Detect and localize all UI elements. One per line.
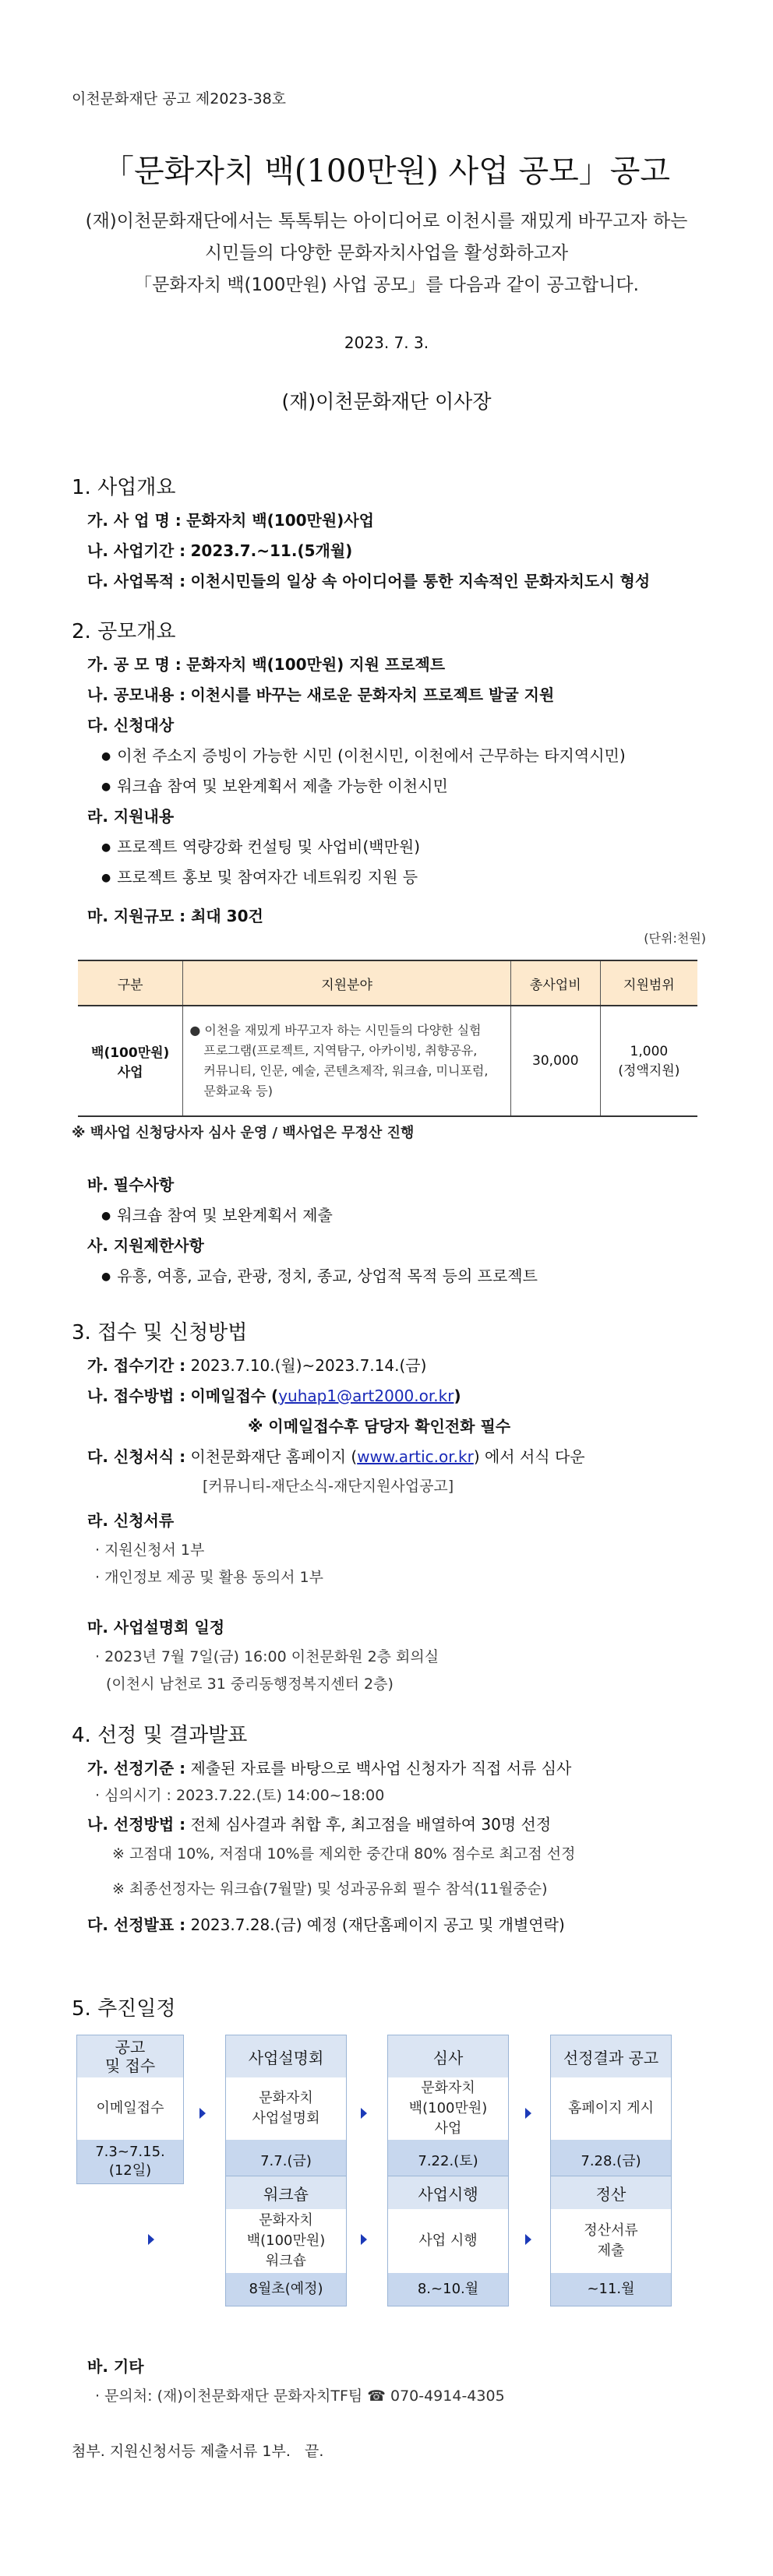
step-date: 7.3~7.15. (12일) xyxy=(77,2140,183,2183)
s1-item-period-value: 2023.7.~11.(5개월) xyxy=(190,541,353,560)
step-head: 공고 및 접수 xyxy=(77,2035,183,2077)
s3-briefing-label-text: 마. 사업설명회 일정 xyxy=(87,1618,225,1637)
table-cell-budget: 30,000 xyxy=(510,1006,600,1116)
flow-arrow-icon xyxy=(199,2108,206,2119)
s3-method-label: 나. 접수방법 : xyxy=(87,1387,186,1405)
s4-criteria-value: 제출된 자료를 바탕으로 백사업 신청자가 직접 서류 심사 xyxy=(190,1759,572,1778)
step-head: 워크숍 xyxy=(226,2176,346,2209)
category-line: 사업 xyxy=(117,1065,143,1080)
section-3-title: 3. 접수 및 신청방법 xyxy=(72,1321,248,1344)
s3-doc-item: · 개인정보 제공 및 활용 동의서 1부 xyxy=(95,1569,323,1586)
step-date: 8월초(예정) xyxy=(226,2273,346,2306)
s4-note: ※ 고점대 10%, 저점대 10%를 제외한 중간대 80% 점수로 최고점 선정 xyxy=(112,1845,576,1862)
step-date: 7.22.(토) xyxy=(388,2140,508,2183)
s2-required-item: ● 워크숍 참여 및 보완계획서 제출 xyxy=(101,1203,333,1225)
s2-restrict-item: ● 유흥, 여흥, 교습, 관광, 정치, 종교, 상업적 목적 등의 프로젝트 xyxy=(101,1263,538,1286)
table-header-budget: 총사업비 xyxy=(510,960,600,1006)
schedule-step-result xyxy=(550,2035,672,2184)
s5-etc-label-text: 바. 기타 xyxy=(87,2357,144,2376)
category-line: 백(100만원) xyxy=(91,1045,170,1061)
s2-content xyxy=(87,682,554,705)
s4-announce xyxy=(87,1912,565,1935)
field-line: 문화교육 등) xyxy=(203,1084,273,1098)
table-cell-range xyxy=(600,1006,697,1116)
s3-docs-label-text: 라. 신청서류 xyxy=(87,1511,175,1530)
section-2-title: 2. 공모개요 xyxy=(72,620,176,643)
range-line: 1,000 xyxy=(630,1043,669,1059)
schedule-step-briefing xyxy=(225,2035,347,2184)
contact-info: · 문의처: (재)이천문화재단 문화자치TF팀 ☎ 070-4914-4305 xyxy=(95,2387,505,2405)
s3-method-note-text: ※ 이메일접수후 담당자 확인전화 필수 xyxy=(248,1417,511,1436)
page-title: 「문화자치 백(100만원) 사업 공모」공고 xyxy=(102,153,671,189)
s1-item-name xyxy=(87,508,374,530)
s4-method-label: 나. 선정방법 : xyxy=(87,1815,186,1834)
s4-note: ※ 최종선정자는 워크숍(7월말) 및 성과공유회 필수 참석(11월중순) xyxy=(112,1880,548,1898)
schedule-step-notice xyxy=(76,2035,184,2184)
table-header-range: 지원범위 xyxy=(600,960,697,1006)
section-4-title: 4. 선정 및 결과발표 xyxy=(72,1724,248,1747)
step-body: 문화자치 사업설명회 xyxy=(252,2090,320,2127)
table-row xyxy=(78,1006,697,1116)
s3-form-pre: 이천문화재단 홈페이지 ( xyxy=(190,1447,358,1466)
announcement-number: 이천문화재단 공고 제2023-38호 xyxy=(72,90,287,107)
section-1-title: 1. 사업개요 xyxy=(72,476,176,499)
attachment-note: 첨부. 지원신청서등 제출서류 1부. 끝. xyxy=(72,2443,324,2460)
flow-arrow-icon xyxy=(361,2234,367,2245)
s2-scale xyxy=(87,904,263,926)
s2-support-item: ● 프로젝트 역량강화 컨설팅 및 사업비(백만원) xyxy=(101,834,420,857)
s4-criteria xyxy=(87,1756,571,1778)
s3-form-path: [커뮤니티-재단소식-재단지원사업공고] xyxy=(203,1478,454,1495)
homepage-link[interactable]: www.artic.or.kr xyxy=(357,1447,474,1466)
intro-line-3: 「문화자치 백(100만원) 사업 공모」를 다음과 같이 공고합니다. xyxy=(134,275,639,295)
step-body: 문화자치 백(100만원) 사업 xyxy=(408,2080,488,2137)
step-body: 정산서류 제출 xyxy=(584,2222,638,2259)
s4-method-value: 전체 심사결과 취합 후, 최고점을 배열하여 30명 선정 xyxy=(190,1815,552,1834)
table-cell-category xyxy=(78,1006,183,1116)
s2-restrict-label-text: 사. 지원제한사항 xyxy=(87,1236,204,1255)
s3-form xyxy=(87,1444,585,1467)
s1-item-name-value: 문화자치 백(100만원)사업 xyxy=(186,511,374,530)
field-line: ● 이천을 재밌게 바꾸고자 하는 시민들의 다양한 실험 xyxy=(189,1023,482,1038)
flow-arrow-icon xyxy=(525,2234,531,2245)
step-head: 정산 xyxy=(551,2176,671,2209)
s3-method-post: ) xyxy=(454,1387,461,1405)
s3-period-value: 2023.7.10.(월)~2023.7.14.(금) xyxy=(190,1356,427,1375)
s2-content-value: 이천시를 바꾸는 새로운 문화자치 프로젝트 발굴 지원 xyxy=(190,685,555,704)
issuer: (재)이천문화재단 이사장 xyxy=(281,390,492,413)
s2-restrict-label xyxy=(87,1233,204,1256)
table-unit: (단위:천원) xyxy=(644,931,706,946)
schedule-step-execution xyxy=(387,2176,509,2306)
s1-item-purpose xyxy=(87,569,650,591)
s2-target-item: ● 워크숍 참여 및 보완계획서 제출 가능한 이천시민 xyxy=(101,774,448,796)
step-date: 7.7.(금) xyxy=(226,2140,346,2183)
intro-line-1: (재)이천문화재단에서는 톡톡튀는 아이디어로 이천시를 재밌게 바꾸고자 하는 xyxy=(85,211,688,231)
s4-criteria-label: 가. 선정기준 : xyxy=(87,1759,186,1778)
s2-content-label: 나. 공모내용 : xyxy=(87,685,186,704)
s4-method xyxy=(87,1812,551,1834)
s3-method xyxy=(87,1383,461,1406)
s3-form-label: 다. 신청서식 : xyxy=(87,1447,186,1466)
flow-arrow-icon xyxy=(361,2108,367,2119)
table-cell-field xyxy=(183,1006,510,1116)
email-link[interactable]: yuhap1@art2000.or.kr xyxy=(278,1387,454,1405)
s3-period xyxy=(87,1353,426,1376)
step-date: ~11.월 xyxy=(551,2273,671,2306)
s1-item-period-label: 나. 사업기간 : xyxy=(87,541,186,560)
s5-etc-label xyxy=(87,2354,144,2377)
table-header-category: 구분 xyxy=(78,960,183,1006)
table-note: ※ 백사업 신청당사자 심사 운영 / 백사업은 무정산 진행 xyxy=(72,1125,415,1141)
s2-support-label-text: 라. 지원내용 xyxy=(87,807,175,826)
field-line: 프로그램(프로젝트, 지역탐구, 아카이빙, 취향공유, xyxy=(203,1043,478,1058)
s3-docs-label xyxy=(87,1508,174,1531)
s2-support-label xyxy=(87,804,174,826)
s3-briefing-item: (이천시 남천로 31 중리동행정복지센터 2층) xyxy=(106,1676,394,1693)
s4-review-period: · 심의시기 : 2023.7.22.(토) 14:00~18:00 xyxy=(95,1787,385,1804)
s2-target-label xyxy=(87,713,174,735)
s2-required-label xyxy=(87,1172,174,1195)
field-line: 커뮤니티, 인문, 예술, 콘텐츠제작, 워크숍, 미니포럼, xyxy=(203,1063,489,1078)
step-head: 선정결과 공고 xyxy=(551,2035,671,2077)
s4-announce-label: 다. 선정발표 : xyxy=(87,1915,186,1934)
s2-required-label-text: 바. 필수사항 xyxy=(87,1175,175,1194)
step-body: 문화자치 백(100만원) 워크숍 xyxy=(246,2212,326,2269)
schedule-step-workshop xyxy=(225,2176,347,2306)
field-line-text: 이천을 재밌게 바꾸고자 하는 시민들의 다양한 실험 xyxy=(204,1023,482,1038)
s3-briefing-item: · 2023년 7월 7일(금) 16:00 이천문화원 2층 회의실 xyxy=(95,1648,439,1665)
schedule-step-settlement xyxy=(550,2176,672,2306)
s2-name-value: 문화자치 백(100만원) 지원 프로젝트 xyxy=(186,655,446,674)
flow-arrow-icon xyxy=(148,2234,154,2245)
announcement-date: 2023. 7. 3. xyxy=(344,333,429,352)
flow-arrow-icon xyxy=(525,2108,531,2119)
s2-support-item: ● 프로젝트 홍보 및 참여자간 네트워킹 지원 등 xyxy=(101,865,418,887)
s1-item-purpose-value: 이천시민들의 일상 속 아이디어를 통한 지속적인 문화자치도시 형성 xyxy=(190,572,651,590)
step-date: 8.~10.월 xyxy=(388,2273,508,2306)
s2-name-label: 가. 공 모 명 : xyxy=(87,655,182,674)
step-body: 이메일접수 xyxy=(96,2100,164,2116)
s2-scale-text: 마. 지원규모 : 최대 30건 xyxy=(87,907,263,925)
s3-period-label: 가. 접수기간 : xyxy=(87,1356,186,1375)
s3-doc-item: · 지원신청서 1부 xyxy=(95,1542,205,1559)
s2-name xyxy=(87,652,445,675)
s3-form-post: ) 에서 서식 다운 xyxy=(473,1447,585,1466)
range-line: (정액지원) xyxy=(618,1062,680,1079)
step-body: 사업 시행 xyxy=(418,2232,478,2249)
s2-target-item: ● 이천 주소지 증빙이 가능한 시민 (이천시민, 이천에서 근무하는 타지역시민) xyxy=(101,743,626,766)
s3-briefing-label xyxy=(87,1615,224,1637)
step-date: 7.28.(금) xyxy=(551,2140,671,2183)
step-head: 사업시행 xyxy=(388,2176,508,2209)
s1-item-name-label: 가. 사 업 명 : xyxy=(87,511,182,530)
support-table xyxy=(78,960,697,1117)
s4-announce-value: 2023.7.28.(금) 예정 (재단홈페이지 공고 및 개별연락) xyxy=(190,1915,565,1934)
s3-method-pre: 이메일접수 ( xyxy=(190,1387,279,1405)
section-5-title: 5. 추진일정 xyxy=(72,1997,176,2021)
step-body: 홈페이지 게시 xyxy=(567,2100,655,2116)
s1-item-period xyxy=(87,538,352,561)
schedule-step-review xyxy=(387,2035,509,2184)
table-header-field: 지원분야 xyxy=(183,960,510,1006)
s2-target-label-text: 다. 신청대상 xyxy=(87,716,175,735)
s1-item-purpose-label: 다. 사업목적 : xyxy=(87,572,186,590)
s3-method-note xyxy=(248,1414,510,1436)
step-head: 사업설명회 xyxy=(226,2035,346,2077)
step-head: 심사 xyxy=(388,2035,508,2077)
intro-line-2: 시민들의 다양한 문화자치사업을 활성화하고자 xyxy=(204,243,569,263)
